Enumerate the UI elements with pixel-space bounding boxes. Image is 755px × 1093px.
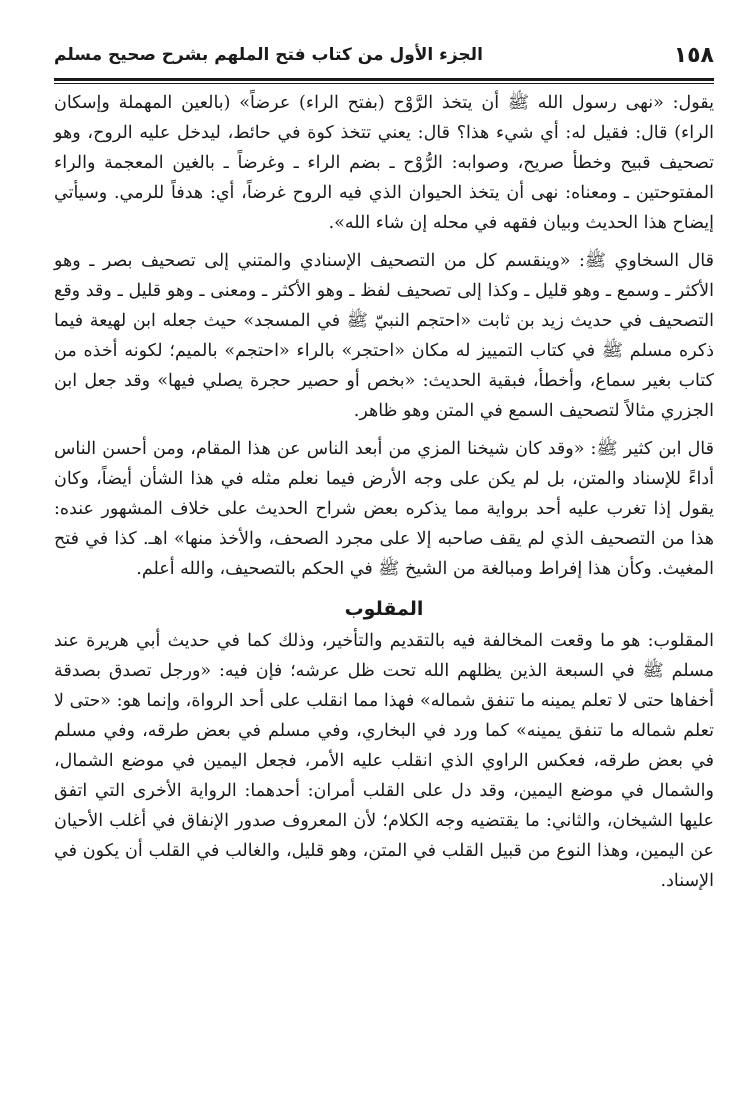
page-number: ١٥٨	[673, 42, 714, 68]
paragraph-tashif-example: يقول: «نهى رسول الله ﷺ أن يتخذ الرَّوْح (بفتح الراء) عرضاً» (بالعين المهملة وإسكان الراء) قال: فقيل له: أي شيء هذا؟ قال: يعني تتخذ كوة في حائط، ليدخل عليه الروح، وهو تصحيف قبيح وخطأ صريح، وصوابه: الرُّوْح ـ بضم الراء ـ وغرضاً ـ بالغين المعجمة والراء المفتوحتين ـ ومعناه: نهى أن يتخذ الحيوان الذي فيه الروح غرضاً، أي: هدفاً للرمي. وسيأتي إيضاح هذا الحديث وبيان فقهه في محله إن شاء الله».	[54, 93, 714, 233]
paragraph-ibn-kathir-quote: قال ابن كثير ﷺ: «وقد كان شيخنا المزي من أبعد الناس عن هذا المقام، ومن أحسن الناس أداءً للإسناد والمتن، بل لم يكن على وجه الأرض فيما نعلم مثله في هذا الشأن أيضاً، وكان يقول إذا تغرب عليه أحد برواية مما يذكره بعض شراح الحديث على خلاف المشهور عنده: هذا من التصحيف الذي لم يقف صاحبه إلا على مجرد الصحف، والأخذ منها» اهـ. كذا في فتح المغيث. وكأن هذا إفراط ومبالغة من الشيخ ﷺ في الحكم بالتصحيف، والله أعلم.	[54, 439, 714, 579]
page-header	[54, 38, 714, 72]
paragraph-sakhawi-quote: قال السخاوي ﷺ: «وينقسم كل من التصحيف الإسنادي والمتني إلى تصحيف بصر ـ وهو الأكثر ـ وسمع ـ وهو قليل ـ وكذا إلى تصحيف لفظ ـ وهو الأكثر ـ ومعنى ـ وهو قليل ـ وقد وقع التصحيف في حديث زيد بن ثابت «احتجم النبيّ ﷺ في المسجد» حيث جعله ابن لهيعة فيما ذكره مسلم ﷺ في كتاب التمييز له مكان «احتجر» بالراء «احتجم» بالميم؛ لكونه أخذه من كتاب بغير سماع، وأخطأ، فبقية الحديث: «بخص أو حصير حجرة يصلي فيها» وقد جعل ابن الجزري مثالاً لتصحيف السمع في المتن وهو ظاهر.	[54, 251, 714, 421]
book-page	[54, 0, 714, 1093]
page-body	[54, 88, 714, 904]
header-rule	[54, 78, 714, 81]
header-rule-thin	[54, 83, 714, 84]
paragraph-maqlub-definition: المقلوب: هو ما وقعت المخالفة فيه بالتقديم والتأخير، وذلك كما في حديث أبي هريرة عند مسلم ﷺ في السبعة الذين يظلهم الله تحت ظل عرشه؛ فإن فيه: «ورجل تصدق بصدقة أخفاها حتى لا تعلم يمينه ما تنفق شماله» فهذا مما انقلب على أحد الرواة، وإنما هو: «حتى لا تعلم شماله ما تنفق يمينه» كما ورد في البخاري، وفي مسلم في بعض طرقه، وفي مسلم في بعض طرقه، فعكس الراوي الذي انقلب عليه الأمر، فجعل اليمين في موضع الشمال، والشمال في موضع اليمين، وقد دل على القلب أمران: أحدهما: الرواية الأخرى التي اتفق عليها الشيخان، والثاني: ما يقتضيه وجه الكلام؛ لأن المعروف صدور الإنفاق في أغلب الأحيان عن اليمين، وهذا النوع من قبيل القلب في المتن، وهو قليل، والغالب في القلب أن يكون في الإسناد.	[54, 631, 714, 891]
section-heading-maqlub: المقلوب	[344, 598, 424, 620]
running-title: الجزء الأول من كتاب فتح الملهم بشرح صحيح مسلم	[54, 45, 483, 65]
